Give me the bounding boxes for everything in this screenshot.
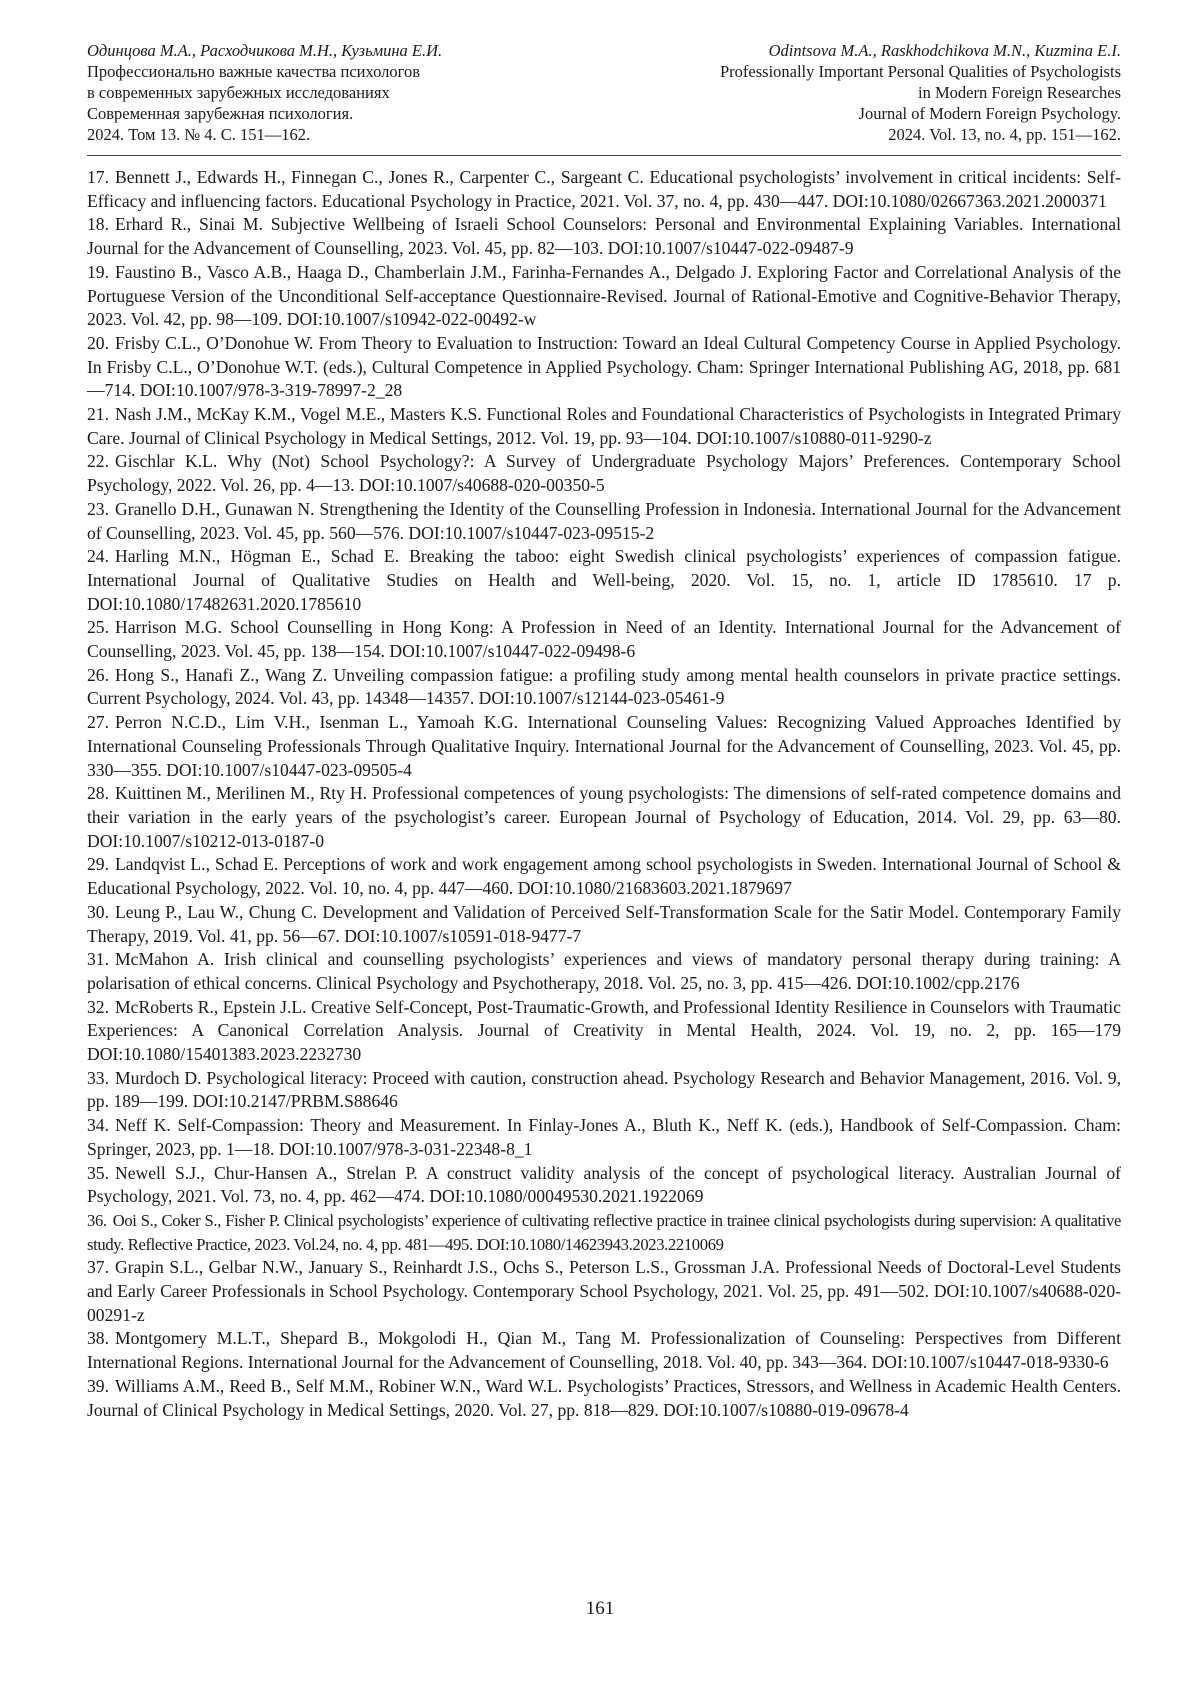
reference-text: Faustino B., Vasco A.B., Haaga D., Chamberlain J.M., Farinha-Fernandes A., Delgado J. Exploring Factor and Correlational Analysis of the Portuguese Version of the Unconditional Self-acceptance Questionnaire-Revised. Journal of Rational-Emotive and Cognitive-Behavior Therapy, 2023. Vol. 42, pp. 98—109. DOI:10.1007/s10942-022-00492-w xyxy=(87,261,1121,330)
reference-item xyxy=(87,1114,1121,1161)
header-russian xyxy=(87,40,442,145)
reference-item xyxy=(87,1327,1121,1374)
reference-item xyxy=(87,948,1121,995)
header-title-ru-line2: в современных зарубежных исследованиях xyxy=(87,83,390,102)
reference-number: 27. xyxy=(87,712,109,733)
reference-number: 19. xyxy=(87,261,109,282)
reference-item xyxy=(87,261,1121,332)
reference-item xyxy=(87,782,1121,853)
header-volume-en: 2024. Vol. 13, no. 4, pp. 151—162. xyxy=(888,125,1121,144)
reference-item xyxy=(87,664,1121,711)
reference-item xyxy=(87,213,1121,260)
reference-text: Granello D.H., Gunawan N. Strengthening the Identity of the Counselling Profession in Indonesia. International Journal for the Advancement of Counselling, 2023. Vol. 45, pp. 560—576. DOI:10.1007/s10447-023-09515-2 xyxy=(87,498,1121,543)
reference-item xyxy=(87,1375,1121,1422)
header-divider xyxy=(87,155,1121,156)
reference-text: Williams A.M., Reed B., Self M.M., Robiner W.N., Ward W.L. Psychologists’ Practices, Stressors, and Wellness in Academic Health Centers. Journal of Clinical Psychology in Medical Settings, 2020. Vol. 27, pp. 818—829. DOI:10.1007/s10880-019-09678-4 xyxy=(87,1375,1121,1420)
reference-text: Ooi S., Coker S., Fisher P. Clinical psychologists’ experience of cultivating reflective practice in trainee clinical psychologists during supervision: A qualitative study. Reflective Practice, 2023. Vol.24, no. 4, pp. 481—495. DOI:10.1080/14623943.2023.2210069 xyxy=(87,1210,1121,1254)
reference-item xyxy=(87,711,1121,782)
reference-number: 23. xyxy=(87,498,109,519)
reference-item xyxy=(87,616,1121,663)
reference-text: Leung P., Lau W., Chung C. Development and Validation of Perceived Self-Transformation Scale for the Satir Model. Contemporary Family Therapy, 2019. Vol. 41, pp. 56—67. DOI:10.1007/s10591-018-9477-7 xyxy=(87,901,1121,946)
reference-text: Nash J.M., McKay K.M., Vogel M.E., Masters K.S. Functional Roles and Foundational Characteristics of Psychologists in Integrated Primary Care. Journal of Clinical Psychology in Medical Settings, 2012. Vol. 19, pp. 93—104. DOI:10.1007/s10880-011-9290-z xyxy=(87,404,1121,448)
reference-number: 20. xyxy=(87,332,109,353)
reference-number: 24. xyxy=(87,546,109,567)
page-number: 161 xyxy=(585,1598,615,1619)
reference-text: Neff K. Self-Compassion: Theory and Measurement. In Finlay-Jones A., Bluth K., Neff K. (eds.), Handbook of Self-Compassion. Cham: Springer, 2023, pp. 1—18. DOI:10.1007/978-3-031-22348-8_1 xyxy=(87,1115,1121,1159)
reference-number: 25. xyxy=(87,617,109,638)
reference-text: Bennett J., Edwards H., Finnegan C., Jones R., Carpenter C., Sargeant C. Educational psychologists’ involvement in critical incidents: Self-Efficacy and influencing factors. Educational Psychology in Practice, 2021. Vol. 37, no. 4, pp. 430—447. DOI:10.1080/02667363.2021.2000371 xyxy=(87,167,1121,211)
reference-text: Montgomery M.L.T., Shepard B., Mokgolodi H., Qian M., Tang M. Professionalization of Counseling: Perspectives from Different International Regions. International Journal for the Advancement of Counselling, 2018. Vol. 40, pp. 343—364. DOI:10.1007/s10447-018-9330-6 xyxy=(87,1328,1121,1373)
reference-item xyxy=(87,901,1121,948)
reference-item xyxy=(87,450,1121,497)
reference-number: 31. xyxy=(87,949,109,970)
reference-list xyxy=(87,166,1121,1422)
reference-text: Grapin S.L., Gelbar N.W., January S., Reinhardt J.S., Ochs S., Peterson L.S., Grossman J.A. Professional Needs of Doctoral-Level Students and Early Career Professionals in School Psychology. Contemporary School Psychology, 2021. Vol. 25, pp. 491—502. DOI:10.1007/s40688-020-00291-z xyxy=(87,1257,1121,1325)
reference-item xyxy=(87,996,1121,1067)
header-english xyxy=(720,40,1121,145)
reference-number: 37. xyxy=(87,1257,109,1278)
reference-number: 34. xyxy=(87,1115,109,1136)
reference-number: 35. xyxy=(87,1162,109,1183)
reference-text: Erhard R., Sinai M. Subjective Wellbeing of Israeli School Counselors: Personal and Environmental Explaining Variables. International Journal for the Advancement of Counselling, 2023. Vol. 45, pp. 82—103. DOI:10.1007/s10447-022-09487-9 xyxy=(87,214,1121,259)
reference-text: Landqvist L., Schad E. Perceptions of work and work engagement among school psychologists in Sweden. International Journal of School & Educational Psychology, 2022. Vol. 10, no. 4, pp. 447—460. DOI:10.1080/21683603.2021.1879697 xyxy=(87,854,1121,899)
header-title-ru-line1: Профессионально важные качества психологов xyxy=(87,62,421,81)
reference-item xyxy=(87,403,1121,450)
header-title-en-line2: in Modern Foreign Researches xyxy=(918,83,1121,102)
header-journal-ru: Современная зарубежная психология. xyxy=(87,104,354,123)
reference-number: 38. xyxy=(87,1328,109,1349)
header-title-en-line1: Professionally Important Personal Qualities of Psychologists xyxy=(719,62,1121,81)
reference-item xyxy=(87,853,1121,900)
reference-number: 30. xyxy=(87,901,109,922)
reference-text: Hong S., Hanafi Z., Wang Z. Unveiling compassion fatigue: a profiling study among mental health counselors in private practice settings. Current Psychology, 2024. Vol. 43, pp. 14348—14357. DOI:10.1007/s12144-023-05461-9 xyxy=(87,664,1121,709)
reference-text: McMahon A. Irish clinical and counselling psychologists’ experiences and views of mandatory personal therapy during training: A polarisation of ethical concerns. Clinical Psychology and Psychotherapy, 2018. Vol. 25, no. 3, pp. 415—426. DOI:10.1002/cpp.2176 xyxy=(87,949,1121,993)
reference-number: 32. xyxy=(87,996,109,1017)
reference-item xyxy=(87,498,1121,545)
header-volume-ru: 2024. Том 13. № 4. С. 151—162. xyxy=(87,125,311,144)
reference-number: 28. xyxy=(87,783,109,804)
reference-number: 39. xyxy=(87,1375,109,1396)
header-journal-en: Journal of Modern Foreign Psychology. xyxy=(858,104,1121,123)
header-authors-ru: Одинцова М.А., Расходчикова М.Н., Кузьмина Е.И. xyxy=(87,41,443,60)
reference-number: 18. xyxy=(87,214,109,235)
reference-item xyxy=(87,1256,1121,1327)
reference-number: 26. xyxy=(87,664,109,685)
reference-number: 22. xyxy=(87,451,109,472)
reference-item xyxy=(87,545,1121,616)
reference-text: McRoberts R., Epstein J.L. Creative Self-Concept, Post-Traumatic-Growth, and Professional Identity Resilience in Counselors with Traumatic Experiences: A Canonical Correlation Analysis. Journal of Creativity in Mental Health, 2024. Vol. 19, no. 2, pp. 165—179 DOI:10.1080/15401383.2023.2232730 xyxy=(87,996,1121,1065)
reference-item xyxy=(87,166,1121,213)
reference-text: Harrison M.G. School Counselling in Hong Kong: A Profession in Need of an Identity. International Journal for the Advancement of Counselling, 2023. Vol. 45, pp. 138—154. DOI:10.1007/s10447-022-09498-6 xyxy=(87,617,1121,662)
reference-item xyxy=(87,1162,1121,1209)
header-authors-en: Odintsova M.A., Raskhodchikova M.N., Kuzmina E.I. xyxy=(768,41,1121,60)
reference-item xyxy=(87,332,1121,403)
reference-text: Murdoch D. Psychological literacy: Proceed with caution, construction ahead. Psychology Research and Behavior Management, 2016. Vol. 9, pp. 189—199. DOI:10.2147/PRBM.S88646 xyxy=(87,1067,1121,1112)
reference-text: Frisby C.L., O’Donohue W. From Theory to Evaluation to Instruction: Toward an Ideal Cultural Competency Course in Applied Psychology. In Frisby C.L., O’Donohue W.T. (eds.), Cultural Competence in Applied Psychology. Cham: Springer International Publishing AG, 2018, pp. 681—714. DOI:10.1007/978-3-319-78997-2_28 xyxy=(87,332,1121,401)
running-header xyxy=(87,40,1121,145)
reference-number: 36. xyxy=(87,1210,107,1230)
reference-text: Kuittinen M., Merilinen M., Rty H. Professional competences of young psychologists: The dimensions of self-rated competence domains and their variation in the early years of the psychologist’s career. European Journal of Psychology of Education, 2014. Vol. 29, pp. 63—80. DOI:10.1007/s10212-013-0187-0 xyxy=(87,783,1121,851)
reference-number: 21. xyxy=(87,404,109,425)
reference-item xyxy=(87,1067,1121,1114)
reference-text: Newell S.J., Chur-Hansen A., Strelan P. A construct validity analysis of the concept of psychological literacy. Australian Journal of Psychology, 2021. Vol. 73, no. 4, pp. 462—474. DOI:10.1080/00049530.2021.1922069 xyxy=(87,1162,1121,1207)
reference-text: Perron N.C.D., Lim V.H., Isenman L., Yamoah K.G. International Counseling Values: Recognizing Valued Approaches Identified by International Counseling Professionals Through Qualitative Inquiry. International Journal for the Advancement of Counselling, 2023. Vol. 45, pp. 330—355. DOI:10.1007/s10447-023-09505-4 xyxy=(87,712,1121,780)
reference-text: Gischlar K.L. Why (Not) School Psychology?: A Survey of Undergraduate Psychology Majors’ Preferences. Contemporary School Psychology, 2022. Vol. 26, pp. 4—13. DOI:10.1007/s40688-020-00350-5 xyxy=(87,451,1121,496)
reference-item xyxy=(87,1209,1121,1256)
reference-number: 29. xyxy=(87,854,109,875)
reference-number: 17. xyxy=(87,167,109,187)
reference-text: Harling M.N., Högman E., Schad E. Breaking the taboo: eight Swedish clinical psychologists’ experiences of compassion fatigue. International Journal of Qualitative Studies on Health and Well-being, 2020. Vol. 15, no. 1, article ID 1785610. 17 p. DOI:10.1080/17482631.2020.1785610 xyxy=(87,546,1121,614)
reference-number: 33. xyxy=(87,1067,109,1088)
